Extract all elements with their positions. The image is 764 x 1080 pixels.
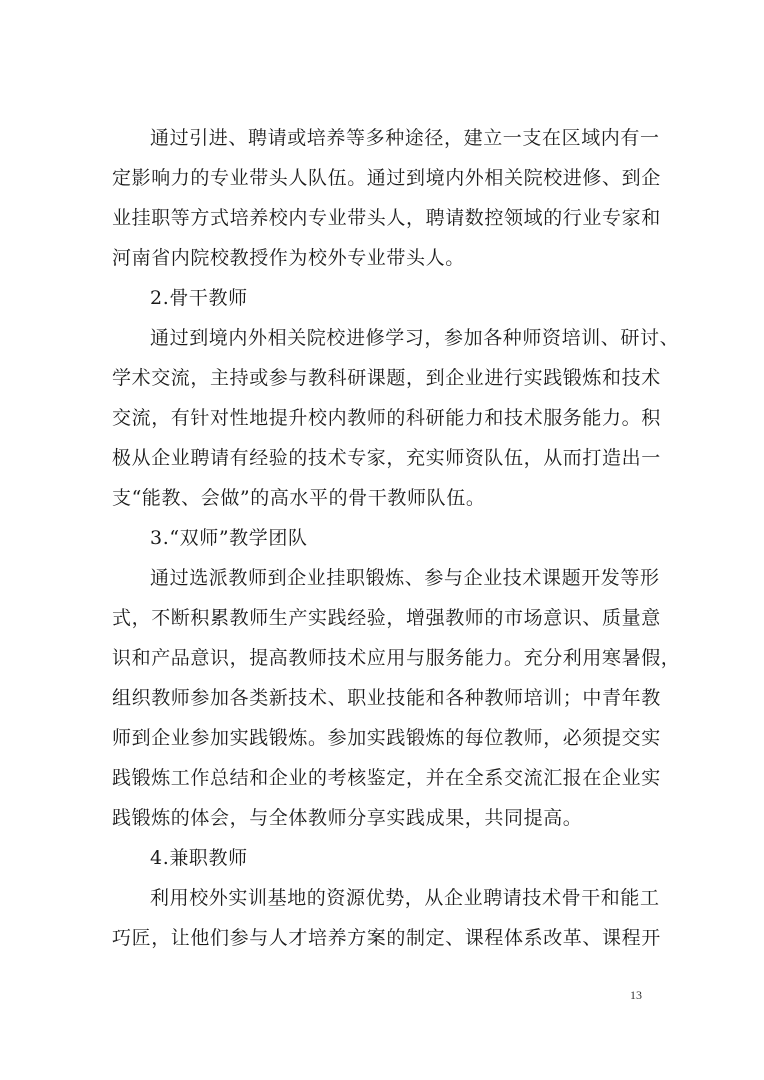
document-body (112, 118, 681, 958)
paragraph-dual-teacher-team (112, 558, 681, 838)
text-line: 河南省内院校教授作为校外专业带头人。 (112, 247, 465, 269)
text-line: 交流，有针对性地提升校内教师的科研能力和技术服务能力。积 (112, 407, 661, 429)
section-heading-dual-teacher-team: 3.“双师”教学团队 (150, 527, 308, 549)
text-line: 通过到境内外相关院校进修学习，参加各种师资培训、研讨、 (150, 327, 680, 349)
text-line: 学术交流，主持或参与教科研课题，到企业进行实践锻炼和技术 (112, 367, 661, 389)
text-line: 识和产品意识，提高教师技术应用与服务能力。充分利用寒暑假， (112, 647, 681, 669)
text-line: 践锻炼的体会，与全体教师分享实践成果，共同提高。 (112, 807, 583, 829)
paragraph-part-time-teachers (112, 878, 661, 958)
section-heading-backbone-teachers: 2.骨干教师 (150, 287, 248, 309)
text-line: 践锻炼工作总结和企业的考核鉴定，并在全系交流汇报在企业实 (112, 767, 661, 789)
text-line: 式，不断积累教师生产实践经验，增强教师的市场意识、质量意 (112, 607, 661, 629)
text-line: 业挂职等方式培养校内专业带头人，聘请数控领域的行业专家和 (112, 207, 661, 229)
text-line: 通过引进、聘请或培养等多种途径，建立一支在区域内有一 (150, 127, 660, 149)
text-line: 定影响力的专业带头人队伍。通过到境内外相关院校进修、到企 (112, 167, 661, 189)
text-line: 支“能教、会做”的高水平的骨干教师队伍。 (112, 487, 486, 509)
text-line: 师到企业参加实践锻炼。参加实践锻炼的每位教师，必须提交实 (112, 727, 661, 749)
paragraph-leaders (112, 118, 661, 278)
text-line: 组织教师参加各类新技术、职业技能和各种教师培训；中青年教 (112, 687, 661, 709)
paragraph-backbone-teachers (112, 318, 680, 518)
text-line: 极从企业聘请有经验的技术专家，充实师资队伍，从而打造出一 (112, 447, 661, 469)
text-line: 通过选派教师到企业挂职锻炼、参与企业技术课题开发等形 (150, 567, 660, 589)
text-line: 利用校外实训基地的资源优势，从企业聘请技术骨干和能工 (150, 887, 660, 909)
page-number: 13 (630, 988, 642, 1002)
text-line: 巧匠，让他们参与人才培养方案的制定、课程体系改革、课程开 (112, 927, 661, 949)
section-heading-part-time-teachers: 4.兼职教师 (150, 847, 248, 869)
